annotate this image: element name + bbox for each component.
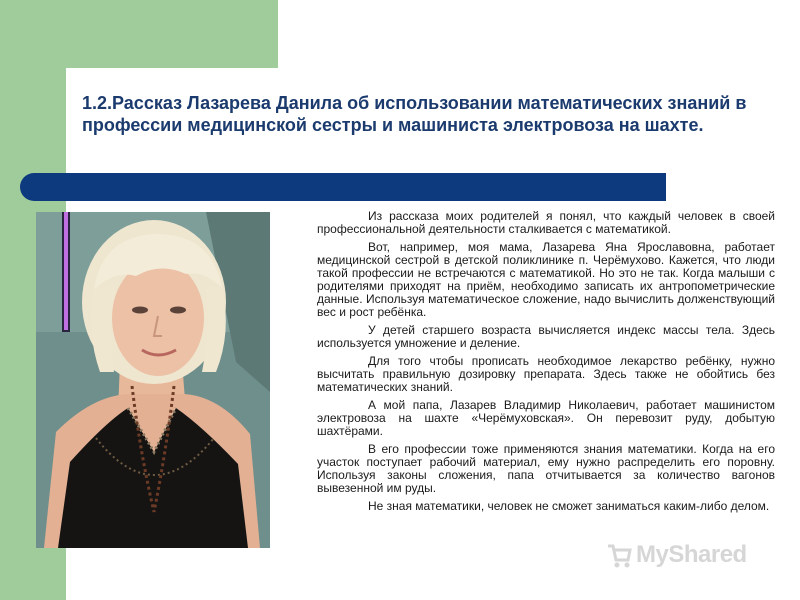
portrait-photo xyxy=(36,212,270,548)
paragraph: А мой папа, Лазарев Владимир Николаевич, работает машинистом электровоза на шахте «Черёмуховская». Он перевозит руду, добытую шахтёрами. xyxy=(317,398,775,438)
paragraph: Из рассказа моих родителей я понял, что каждый человек в своей профессиональной деятельности сталкивается с математикой. xyxy=(317,209,775,236)
watermark-text: MyShared xyxy=(636,541,747,568)
body-text xyxy=(317,210,775,518)
paragraph: Не зная математики, человек не сможет заниматься каким-либо делом. xyxy=(368,499,770,513)
paragraph: В его профессии тоже применяются знания математики. Когда на его участок поступает рабочий материал, ему нужно распределить его поровну. Используя законы сложения, папа отчитывается за количество вагонов вывезенной им руды. xyxy=(317,442,775,495)
slide-title: 1.2.Рассказ Лазарева Данила об использовании математических знаний в профессии медицинской сестры и машиниста электровоза на шахте. xyxy=(82,93,747,135)
green-top-band xyxy=(0,0,278,68)
shopping-cart-icon xyxy=(606,540,632,570)
title-underline-bar xyxy=(20,173,666,201)
watermark-logo xyxy=(606,538,766,572)
paragraph: У детей старшего возраста вычисляется индекс массы тела. Здесь используется умножение и деление. xyxy=(317,323,775,350)
paragraph: Для того чтобы прописать необходимое лекарство ребёнку, нужно высчитать правильную дозировку препарата. Здесь также не обойтись без математических знаний. xyxy=(317,354,775,394)
paragraph: Вот, например, моя мама, Лазарева Яна Ярославовна, работает медицинской сестрой в детской поликлинике п. Черёмухово. Кажется, что люди такой профессии не встречаются с математикой. Но это не так. Когда малыши с родителями приходят на приём, необходимо записать их антропометрические данные. Используя математическое сложение, надо вычислить долженствующий вес и рост ребёнка. xyxy=(317,240,775,319)
